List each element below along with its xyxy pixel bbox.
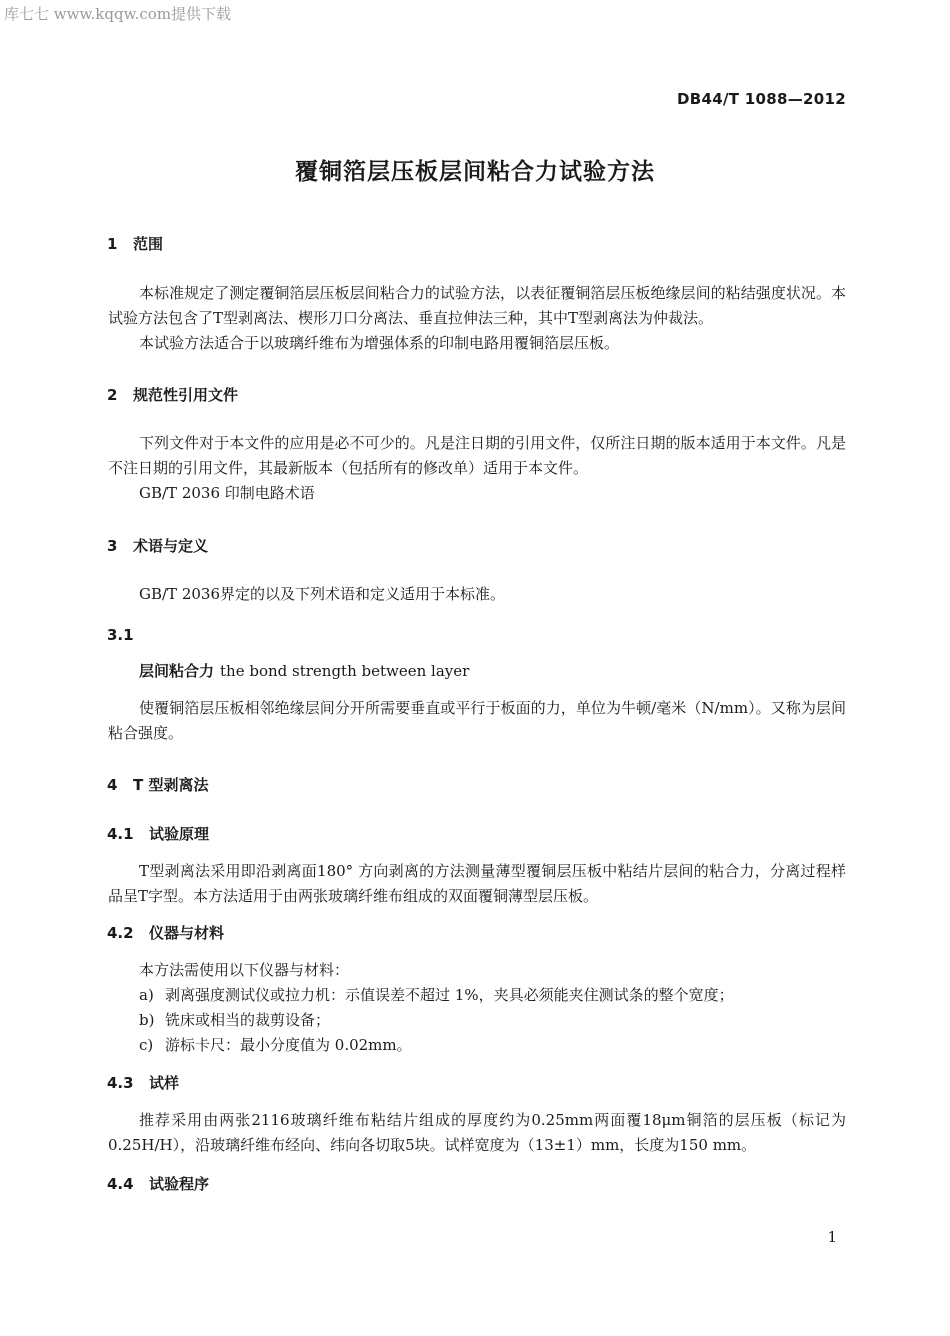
document-number: DB44/T 1088—2012 (677, 90, 846, 108)
list-item (139, 1033, 412, 1058)
subsection-heading-4-3 (107, 1072, 179, 1093)
section-number: 3.1 (107, 626, 134, 644)
section-number: 2 (107, 386, 118, 404)
subsection-heading-3-1 (107, 626, 134, 644)
subsection-heading-4-2 (107, 922, 224, 943)
paragraph-scope-2: 本试验方法适合于以玻璃纤维布为增强体系的印制电路用覆铜箔层压板。 (139, 334, 620, 352)
list-item (139, 983, 734, 1008)
section-title: 仪器与材料 (149, 924, 225, 942)
list-marker: b) (139, 1011, 155, 1029)
section-number: 1 (107, 235, 118, 253)
paragraph-scope-1: 本标准规定了测定覆铜箔层压板层间粘合力的试验方法，以表征覆铜箔层压板绝缘层间的粘结强度状况。本试验方法包含了T型剥离法、楔形刀口分离法、垂直拉伸法三种，其中T型剥离法为仲裁法。 (108, 284, 846, 327)
section-number: 4.1 (107, 825, 134, 843)
section-title: 试验程序 (149, 1175, 210, 1193)
list-text: 剥离强度测试仪或拉力机：示值误差不超过 1%，夹具必须能夹住测试条的整个宽度； (165, 986, 734, 1004)
section-heading-4 (107, 774, 208, 795)
term-entry (139, 660, 469, 681)
page-number: 1 (827, 1228, 837, 1246)
section-number: 4.4 (107, 1175, 134, 1193)
list-text: 铣床或相当的裁剪设备； (165, 1011, 331, 1029)
paragraph-specimen: 推荐采用由两张2116玻璃纤维布粘结片组成的厚度约为0.25mm两面覆18μm铜箔的层压板（标记为0.25H/H），沿玻璃纤维布经向、纬向各切取5块。试样宽度为（13±1）mm，长度为150 mm。 (108, 1111, 846, 1154)
section-title: 范围 (133, 235, 164, 253)
section-heading-1 (107, 233, 163, 254)
section-title: 试样 (149, 1074, 180, 1092)
section-number: 4.3 (107, 1074, 134, 1092)
paragraph-references: 下列文件对于本文件的应用是必不可少的。凡是注日期的引用文件，仅所注日期的版本适用于本文件。凡是不注日期的引用文件，其最新版本（包括所有的修改单）适用于本文件。 (108, 434, 846, 477)
term-english: the bond strength between layer (220, 662, 470, 680)
section-title: 术语与定义 (133, 537, 209, 555)
section-heading-2 (107, 384, 238, 405)
subsection-heading-4-1 (107, 823, 209, 844)
paragraph-principle: T型剥离法采用即沿剥离面180° 方向剥离的方法测量薄型覆铜层压板中粘结片层间的粘合力，分离过程样品呈T字型。本方法适用于由两张玻璃纤维布组成的双面覆铜薄型层压板。 (108, 862, 846, 905)
watermark: 库七七 www.kqqw.com提供下载 (4, 5, 232, 23)
section-number: 4 (107, 776, 118, 794)
paragraph-terms: GB/T 2036界定的以及下列术语和定义适用于本标准。 (139, 585, 506, 603)
page-title: 覆铜箔层压板层间粘合力试验方法 (295, 159, 655, 185)
list-marker: a) (139, 986, 154, 1004)
list-item (139, 1008, 330, 1033)
term-definition: 使覆铜箔层压板相邻绝缘层间分开所需要垂直或平行于板面的力，单位为牛顿/毫米（N/mm）。又称为层间粘合强度。 (108, 699, 846, 742)
section-title: 试验原理 (149, 825, 210, 843)
list-text: 游标卡尺：最小分度值为 0.02mm。 (165, 1036, 412, 1054)
section-title: 规范性引用文件 (133, 386, 239, 404)
section-title: T 型剥离法 (133, 776, 209, 794)
reference-item: GB/T 2036 印制电路术语 (139, 484, 315, 502)
term-chinese: 层间粘合力 (139, 662, 215, 680)
paragraph-apparatus-intro: 本方法需使用以下仪器与材料： (139, 961, 350, 979)
section-number: 3 (107, 537, 118, 555)
subsection-heading-4-4 (107, 1173, 209, 1194)
section-heading-3 (107, 535, 208, 556)
section-number: 4.2 (107, 924, 134, 942)
list-marker: c) (139, 1036, 154, 1054)
